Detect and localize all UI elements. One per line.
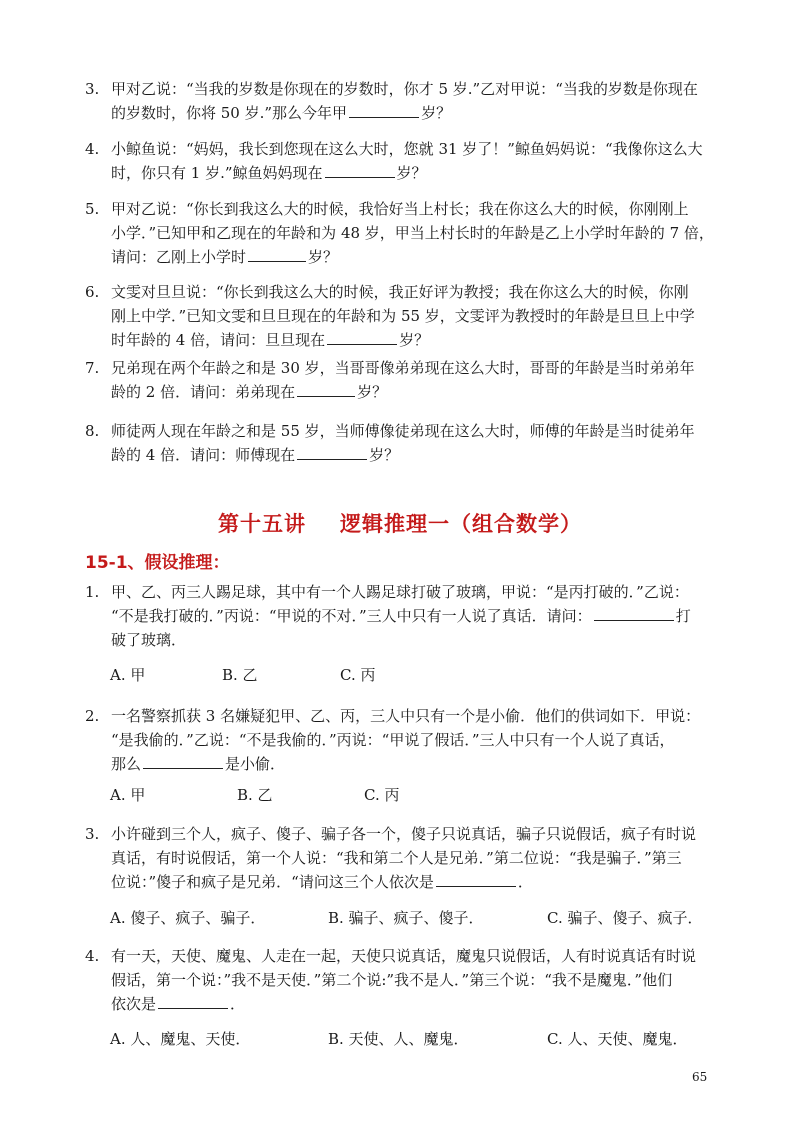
logic-question-2: 2. 一名警察抓获 3 名嫌疑犯甲、乙、丙，三人中只有一个是小偷．他们的供词如下．甲说： “是我偷的．”乙说：“不是我偷的．”丙说：“甲说了假话．”三人中只有一个人说了真话， 那么 是小偷． [85,707,701,773]
lecture-heading: 第十五讲 逻辑推理一（组合数学） [218,512,582,536]
question-8: 8. 师徒两人现在年龄之和是 55 岁，当师傅像徒弟现在这么大时，师傅的年龄是当时徒弟年 龄的 4 倍．请问：师傅现在 岁？ [85,422,695,464]
question-5: 5. 甲对乙说：“你长到我这么大的时候，我恰好当上村长；我在你这么大的时候，你刚刚上 小学．”已知甲和乙现在的年龄和为 48 岁，甲当上村长时的年龄是乙上小学时年龄的 7 倍， 请问：乙刚上小学时 岁？ [85,200,714,266]
option-a[interactable]: A. 甲 [110,786,146,804]
answer-blank[interactable] [297,443,367,460]
section-title: 15-1、假设推理： [85,553,230,573]
answer-blank[interactable] [143,752,223,769]
answer-blank[interactable] [158,992,228,1009]
question-4: 4. 小鲸鱼说：“妈妈，我长到您现在这么大时，您就 31 岁了！”鲸鱼妈妈说：“我像你这么大 时，你只有 1 岁.”鲸鱼妈妈现在 岁？ [85,140,703,182]
option-a[interactable]: A. 傻子、疯子、骗子． [110,909,266,927]
logic-question-3: 3. 小许碰到三个人，疯子、傻子、骗子各一个，傻子只说真话，骗子只说假话，疯子有时说 真话，有时说假话，第一个人说：“我和第二个人是兄弟．”第二位说：“我是骗子．”第三 位说：”傻子和疯子是兄弟．“请问这三个人依次是 ． [85,825,697,891]
question-6: 6. 文雯对旦旦说：“你长到我这么大的时候，我正好评为教授；我在你这么大的时候，你刚 刚上中学．”已知文雯和旦旦现在的年龄和为 55 岁，文雯评为教授时的年龄是旦旦上中学 时年龄的 4 倍，请问：旦旦现在 岁？ [85,283,695,349]
option-b[interactable]: B. 天使、人、魔鬼． [328,1030,469,1048]
option-b[interactable]: B. 乙 [237,786,273,804]
answer-blank[interactable] [436,870,516,887]
option-c[interactable]: C. 人、天使、魔鬼． [547,1030,688,1048]
option-b[interactable]: B. 骗子、疯子、傻子． [328,909,484,927]
question-3: 3. 甲对乙说：“当我的岁数是你现在的岁数时，你才 5 岁.”乙对甲说：“当我的岁数是你现在 的岁数时，你将 50 岁.”那么今年甲 岁？ [85,80,698,122]
option-b[interactable]: B. 乙 [222,666,258,684]
answer-blank[interactable] [594,604,674,621]
option-a[interactable]: A. 甲 [110,666,146,684]
logic-question-1: 1. 甲、乙、丙三人踢足球，其中有一个人踢足球打破了玻璃，甲说：“是丙打破的．”乙说： “不是我打破的．”丙说：“甲说的不对．”三人中只有一人说了真话．请问： 打 破了玻璃． [85,583,691,649]
answer-blank[interactable] [325,161,395,178]
answer-blank[interactable] [349,101,419,118]
option-c[interactable]: C. 丙 [340,666,376,684]
option-a[interactable]: A. 人、魔鬼、天使． [110,1030,251,1048]
page-number: 65 [692,1070,708,1084]
option-c[interactable]: C. 骗子、傻子、疯子． [547,909,703,927]
answer-blank[interactable] [248,245,306,262]
answer-blank[interactable] [297,380,355,397]
logic-question-4: 4. 有一天，天使、魔鬼、人走在一起，天使只说真话，魔鬼只说假话，人有时说真话有时说 假话，第一个说：”我不是天使．”第二个说:”我不是人．”第三个说：“我不是魔鬼．”他们 依次是 ． [85,947,697,1013]
answer-blank[interactable] [327,328,397,345]
question-7: 7. 兄弟现在两个年龄之和是 30 岁，当哥哥像弟弟现在这么大时，哥哥的年龄是当时弟弟年 龄的 2 倍．请问：弟弟现在 岁？ [85,359,695,401]
option-c[interactable]: C. 丙 [364,786,400,804]
